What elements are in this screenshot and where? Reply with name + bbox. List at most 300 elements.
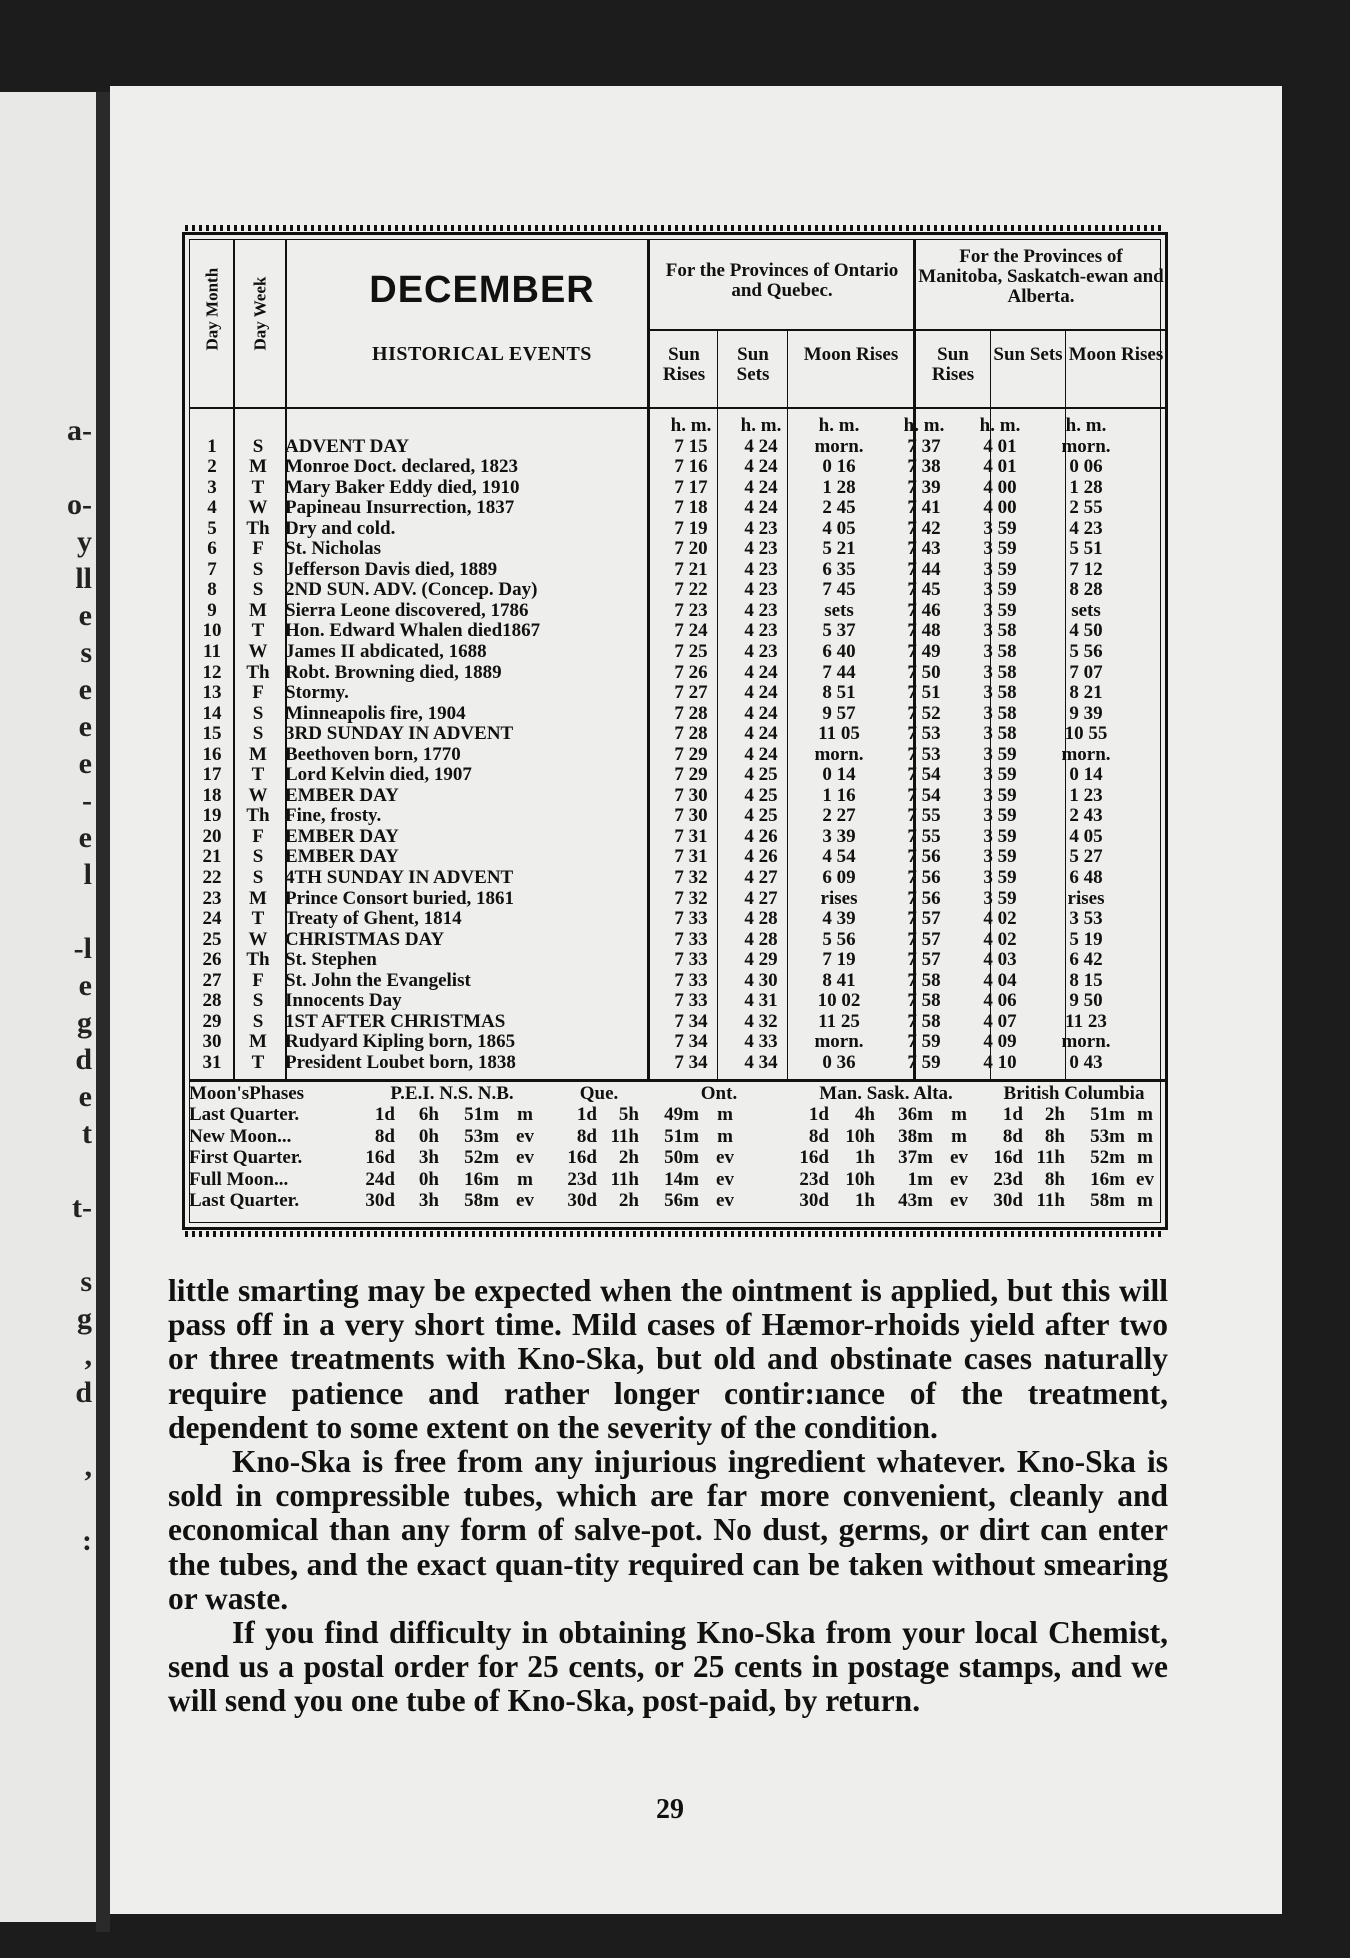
calendar-row (189, 806, 1161, 827)
phases-header: Moon'sPhases (189, 1083, 305, 1104)
cell-x: 7 54 (907, 784, 941, 806)
cell-y: 3 59 (983, 867, 1017, 889)
cell-b: 4 24 (744, 723, 778, 745)
calendar-row (189, 950, 1161, 971)
cell-e: St. Stephen (285, 950, 377, 971)
cell-a: 7 22 (674, 579, 708, 601)
phase-cell-m1: 23d (799, 1168, 829, 1190)
cell-x: 7 53 (907, 743, 941, 765)
phase-cell-b3: 53m (1090, 1125, 1125, 1147)
cell-a: 7 33 (674, 908, 708, 930)
phase-cell-m4: m (951, 1104, 967, 1126)
phase-cell-q3: 49m (664, 1104, 699, 1126)
phase-cell-m3: 1m (907, 1168, 933, 1190)
cell-x: 7 48 (907, 620, 941, 642)
cell-e: Monroe Doct. declared, 1823 (285, 457, 519, 478)
left-page-glyph: d (75, 1376, 92, 1409)
calendar-row (189, 519, 1161, 540)
cell-b: 4 24 (744, 743, 778, 765)
cell-a: 7 23 (674, 599, 708, 621)
calendar-row (189, 621, 1161, 642)
cell-b: 4 34 (744, 1051, 778, 1073)
cell-e: 3RD SUNDAY IN ADVENT (285, 724, 514, 745)
cell-d: 27 (202, 969, 222, 991)
calendar-row (189, 663, 1161, 684)
phases-header: Que. (579, 1083, 619, 1104)
cell-z: 8 15 (1069, 969, 1103, 991)
phases-header: Ont. (700, 1083, 738, 1104)
phase-cell-q1: 8d (576, 1125, 597, 1147)
cell-w: S (252, 702, 264, 724)
paragraph: little smarting may be expected when the ointment is applied, but this will pass off in a very short time. Mild cases of Hæmor-rhoids yield after two or three treatments with Kno-Ska, but old and obstinate cases naturally require patience and rather longer contir:ıance of the treatment, dependent to some extent on the severity of the condition. (168, 1273, 1168, 1445)
region-west-header: For the Provinces of Manitoba, Saskatch-ewan and Alberta. (918, 246, 1164, 307)
phase-cell-m1: 16d (799, 1147, 829, 1169)
cell-w: W (248, 784, 268, 806)
cell-a: 7 27 (674, 682, 708, 704)
cell-z: 2 43 (1069, 805, 1103, 827)
cell-e: Jefferson Davis died, 1889 (285, 559, 498, 580)
cell-w: T (251, 1051, 265, 1073)
cell-w: T (251, 620, 265, 642)
phase-cell-q2: 11h (610, 1168, 639, 1190)
cell-y: 4 02 (983, 928, 1017, 950)
cell-z: morn. (1061, 435, 1111, 457)
phase-cell-m3: 38m (898, 1125, 933, 1147)
cell-b: 4 23 (744, 538, 778, 560)
cell-c: 3 39 (822, 825, 856, 847)
cell-w: F (252, 825, 264, 847)
cell-e: Robt. Browning died, 1889 (285, 662, 502, 683)
phase-cell-b4: m (1137, 1147, 1153, 1169)
calendar-row (189, 560, 1161, 581)
phase-cell-m2: 4h (854, 1104, 875, 1126)
cell-d: 22 (202, 867, 222, 889)
cell-b: 4 33 (744, 1031, 778, 1053)
phase-row (189, 1169, 1161, 1190)
cell-w: T (251, 764, 265, 786)
cell-x: 7 57 (907, 949, 941, 971)
cell-d: 4 (207, 497, 217, 519)
cell-a: 7 33 (674, 969, 708, 991)
phase-cell-p1: 24d (365, 1168, 395, 1190)
calendar-row (189, 539, 1161, 560)
cell-d: 9 (207, 599, 217, 621)
cell-b: 4 27 (744, 867, 778, 889)
paragraph: Kno-Ska is free from any injurious ingredient whatever. Kno-Ska is sold in compressible tubes, which are far more convenient, cleanly and economical than any form of salve-pot. No dust, germs, or dirt can enter the tubes, and the exact quan-tity required can be taken without smearing or waste. (168, 1444, 1168, 1616)
cell-w: F (252, 538, 264, 560)
cell-c: 7 45 (822, 579, 856, 601)
cell-e: President Loubet born, 1838 (285, 1052, 516, 1073)
unit-label: h. m. (818, 415, 860, 436)
calendar-row (189, 889, 1161, 910)
page-number: 29 (656, 1794, 684, 1825)
cell-y: 3 59 (983, 825, 1017, 847)
cell-y: 3 59 (983, 784, 1017, 806)
cell-c: 8 41 (822, 969, 856, 991)
phase-cell-b3: 52m (1090, 1147, 1125, 1169)
cell-z: 3 53 (1069, 908, 1103, 930)
units-row (189, 416, 1161, 437)
left-page-glyph: e (78, 821, 92, 854)
phase-cell-b3: 16m (1090, 1168, 1125, 1190)
cell-a: 7 28 (674, 723, 708, 745)
calendar-row (189, 827, 1161, 848)
phases-header: British Columbia (1003, 1083, 1145, 1104)
cell-b: 4 25 (744, 764, 778, 786)
cell-e: Sierra Leone discovered, 1786 (285, 600, 529, 621)
phase-cell-b2: 8h (1044, 1168, 1065, 1190)
phase-cell-b2: 11h (1036, 1147, 1065, 1169)
cell-y: 3 58 (983, 682, 1017, 704)
cell-x: 7 59 (907, 1051, 941, 1073)
cell-e: James II abdicated, 1688 (285, 642, 487, 663)
cell-z: 6 48 (1069, 867, 1103, 889)
cell-b: 4 24 (744, 435, 778, 457)
left-page-glyph (62, 1559, 92, 1596)
cell-y: 3 58 (983, 641, 1017, 663)
cell-y: 3 59 (983, 846, 1017, 868)
cell-w: M (249, 1031, 267, 1053)
cell-b: 4 23 (744, 620, 778, 642)
left-page-glyph: e (78, 599, 92, 632)
moon-phases-table (189, 1083, 1161, 1211)
cell-d: 30 (202, 1031, 222, 1053)
cell-x: 7 57 (907, 908, 941, 930)
cell-b: 4 24 (744, 456, 778, 478)
left-page-glyph: e (78, 1080, 92, 1113)
calendar-row (189, 909, 1161, 930)
left-page-glyph: y (77, 525, 92, 558)
cell-z: 0 43 (1069, 1051, 1103, 1073)
cell-x: 7 45 (907, 579, 941, 601)
calendar-row (189, 437, 1161, 458)
cell-x: 7 54 (907, 764, 941, 786)
cell-d: 13 (202, 682, 222, 704)
cell-b: 4 26 (744, 825, 778, 847)
cell-c: 6 35 (822, 558, 856, 580)
calendar-row (189, 704, 1161, 725)
phase-cell-b2: 8h (1044, 1125, 1065, 1147)
col-sun-rises-east: Sun Rises (662, 344, 706, 385)
cell-d: 28 (202, 990, 222, 1012)
cell-z: morn. (1061, 1031, 1111, 1053)
phase-cell-p4: ev (516, 1189, 534, 1211)
cell-y: 3 58 (983, 620, 1017, 642)
cell-b: 4 24 (744, 661, 778, 683)
cell-x: 7 37 (907, 435, 941, 457)
calendar-row (189, 580, 1161, 601)
cell-y: 4 04 (983, 969, 1017, 991)
cell-b: 4 28 (744, 928, 778, 950)
cell-w: M (249, 599, 267, 621)
calendar-row (189, 745, 1161, 766)
cell-z: 5 56 (1069, 641, 1103, 663)
left-page-glyph (62, 1152, 92, 1189)
cell-b: 4 24 (744, 497, 778, 519)
phase-cell-m2: 1h (854, 1189, 875, 1211)
cell-c: 11 05 (818, 723, 860, 745)
cell-c: morn. (814, 743, 864, 765)
cell-a: 7 19 (674, 517, 708, 539)
left-page-glyph (62, 1485, 92, 1522)
calendar-row (189, 991, 1161, 1012)
left-page-glyph: : (82, 1524, 92, 1557)
cell-e: Innocents Day (285, 991, 402, 1012)
cell-x: 7 42 (907, 517, 941, 539)
cell-c: 4 39 (822, 908, 856, 930)
cell-a: 7 29 (674, 764, 708, 786)
cell-d: 16 (202, 743, 222, 765)
calendar-row (189, 683, 1161, 704)
almanac-table (182, 232, 1168, 1230)
cell-x: 7 56 (907, 887, 941, 909)
cell-w: S (252, 723, 264, 745)
cell-a: 7 17 (674, 476, 708, 498)
cell-w: Th (246, 805, 270, 827)
cell-d: 17 (202, 764, 222, 786)
phase-cell-q2: 5h (618, 1104, 639, 1126)
cell-z: 2 55 (1069, 497, 1103, 519)
left-page-glyph: e (78, 969, 92, 1002)
cell-y: 3 59 (983, 517, 1017, 539)
phase-cell-q4: m (717, 1104, 733, 1126)
calendar-row (189, 601, 1161, 622)
cell-y: 4 03 (983, 949, 1017, 971)
cell-y: 3 59 (983, 558, 1017, 580)
phase-cell-q3: 14m (664, 1168, 699, 1190)
phase-cell-p4: m (517, 1104, 533, 1126)
phase-cell-b1: 1d (1002, 1104, 1023, 1126)
cell-y: 3 59 (983, 538, 1017, 560)
phase-cell-b4: m (1137, 1104, 1153, 1126)
cell-e: Rudyard Kipling born, 1865 (285, 1032, 516, 1053)
cell-c: 5 21 (822, 538, 856, 560)
cell-e: 4TH SUNDAY IN ADVENT (285, 868, 514, 889)
cell-w: S (252, 1010, 264, 1032)
phase-row (189, 1147, 1161, 1168)
left-page-glyph: o- (67, 488, 92, 521)
phase-cell-p1: 16d (365, 1147, 395, 1169)
cell-c: 5 37 (822, 620, 856, 642)
cell-w: W (248, 928, 268, 950)
cell-c: 2 45 (822, 497, 856, 519)
book-spine (96, 92, 110, 1932)
cell-z: 4 23 (1069, 517, 1103, 539)
phase-cell-b2: 11h (1036, 1189, 1065, 1211)
phase-cell-m2: 1h (854, 1147, 875, 1169)
left-page-glyph (62, 449, 92, 486)
cell-b: 4 23 (744, 641, 778, 663)
cell-z: 6 42 (1069, 949, 1103, 971)
cell-a: 7 26 (674, 661, 708, 683)
cell-c: morn. (814, 435, 864, 457)
cell-b: 4 27 (744, 887, 778, 909)
cell-c: 7 19 (822, 949, 856, 971)
phase-cell-p2: 6h (418, 1104, 439, 1126)
cell-a: 7 20 (674, 538, 708, 560)
historical-events-header: HISTORICAL EVENTS (372, 343, 592, 365)
top-wavy-border (185, 225, 1165, 231)
cell-d: 15 (202, 723, 222, 745)
cell-y: 4 06 (983, 990, 1017, 1012)
left-page-glyph: - (82, 784, 92, 817)
cell-c: 0 16 (822, 456, 856, 478)
phase-cell-p3: 52m (464, 1147, 499, 1169)
cell-a: 7 32 (674, 867, 708, 889)
cell-c: sets (824, 599, 854, 621)
cell-e: 2ND SUN. ADV. (Concep. Day) (285, 580, 538, 601)
cell-x: 7 57 (907, 928, 941, 950)
cell-c: 1 28 (822, 476, 856, 498)
cell-d: 12 (202, 661, 222, 683)
cell-a: 7 16 (674, 456, 708, 478)
cell-z: 4 05 (1069, 825, 1103, 847)
phase-cell-b3: 58m (1090, 1189, 1125, 1211)
cell-e: Minneapolis fire, 1904 (285, 703, 466, 724)
phase-cell-m3: 43m (898, 1189, 933, 1211)
cell-a: 7 31 (674, 825, 708, 847)
phase-cell-p4: ev (516, 1125, 534, 1147)
cell-b: 4 25 (744, 805, 778, 827)
cell-x: 7 44 (907, 558, 941, 580)
cell-z: 10 55 (1064, 723, 1108, 745)
phase-cell-p3: 16m (464, 1168, 499, 1190)
calendar-row (189, 478, 1161, 499)
cell-c: 1 16 (822, 784, 856, 806)
left-page-glyph: , (84, 1450, 92, 1483)
cell-e: St. John the Evangelist (285, 970, 471, 991)
cell-d: 21 (202, 846, 222, 868)
calendar-row (189, 1032, 1161, 1053)
cell-d: 29 (202, 1010, 222, 1032)
cell-b: 4 30 (744, 969, 778, 991)
cell-z: 4 50 (1069, 620, 1103, 642)
cell-a: 7 21 (674, 558, 708, 580)
cell-y: 4 02 (983, 908, 1017, 930)
unit-label: h. m. (903, 415, 945, 436)
cell-a: 7 33 (674, 949, 708, 971)
cell-c: 0 14 (822, 764, 856, 786)
left-page-glyph: ll (75, 562, 92, 595)
cell-e: Stormy. (285, 683, 349, 704)
cell-b: 4 23 (744, 599, 778, 621)
phases-header: Man. Sask. Alta. (819, 1083, 953, 1104)
left-page-glyph (62, 893, 92, 930)
cell-w: Th (246, 661, 270, 683)
cell-x: 7 58 (907, 969, 941, 991)
cell-d: 14 (202, 702, 222, 724)
cell-b: 4 23 (744, 558, 778, 580)
cell-z: 5 51 (1069, 538, 1103, 560)
phase-cell-p2: 3h (418, 1147, 439, 1169)
cell-y: 4 01 (983, 435, 1017, 457)
cell-e: St. Nicholas (285, 539, 382, 560)
cell-w: Th (246, 949, 270, 971)
phase-cell-b1: 23d (993, 1168, 1023, 1190)
col-sun-rises-west: Sun Rises (931, 344, 975, 385)
calendar-row (189, 786, 1161, 807)
phase-cell-b1: 16d (993, 1147, 1023, 1169)
region-east-header: For the Provinces of Ontario and Quebec. (665, 260, 899, 301)
cell-z: 1 23 (1069, 784, 1103, 806)
cell-d: 19 (202, 805, 222, 827)
calendar-row (189, 498, 1161, 519)
cell-w: M (249, 456, 267, 478)
cell-c: morn. (814, 1031, 864, 1053)
phase-cell-p3: 53m (464, 1125, 499, 1147)
cell-x: 7 59 (907, 1031, 941, 1053)
cell-z: sets (1071, 599, 1101, 621)
phase-cell-m4: ev (950, 1168, 968, 1190)
cell-y: 4 09 (983, 1031, 1017, 1053)
paragraph: If you find difficulty in obtaining Kno-Ska from your local Chemist, send us a postal order for 25 cents, or 25 cents in postage stamps, and we will send you one tube of Kno-Ska, post-paid, by return. (168, 1615, 1168, 1719)
header-underline (189, 407, 1165, 409)
cell-c: 4 05 (822, 517, 856, 539)
phase-cell-m3: 37m (898, 1147, 933, 1169)
cell-y: 3 59 (983, 579, 1017, 601)
phase-cell-b4: ev (1136, 1168, 1154, 1190)
phase-cell-q3: 50m (664, 1147, 699, 1169)
phase-cell-m1: 1d (808, 1104, 829, 1126)
cell-d: 8 (207, 579, 217, 601)
cell-b: 4 24 (744, 476, 778, 498)
cell-z: 0 06 (1069, 456, 1103, 478)
phases-top-line (189, 1079, 1165, 1082)
cell-z: 7 07 (1069, 661, 1103, 683)
cell-y: 3 59 (983, 805, 1017, 827)
phase-cell-phase: New Moon... (189, 1125, 292, 1147)
col-sun-sets-east: Sun Sets (736, 344, 770, 385)
cell-d: 25 (202, 928, 222, 950)
left-page-glyph: t (82, 1117, 92, 1150)
cell-a: 7 33 (674, 928, 708, 950)
cell-w: W (248, 497, 268, 519)
left-page-glyph (62, 1226, 92, 1263)
phase-cell-b1: 30d (993, 1189, 1023, 1211)
cell-x: 7 46 (907, 599, 941, 621)
region-underline (647, 329, 1167, 331)
phase-cell-m4: ev (950, 1147, 968, 1169)
cell-x: 7 43 (907, 538, 941, 560)
cell-b: 4 23 (744, 517, 778, 539)
cell-a: 7 28 (674, 702, 708, 724)
phase-cell-b2: 2h (1044, 1104, 1065, 1126)
cell-y: 3 58 (983, 702, 1017, 724)
left-page-glyph: -l (73, 932, 92, 965)
phase-row (189, 1104, 1161, 1125)
cell-e: Beethoven born, 1770 (285, 744, 461, 765)
calendar-row (189, 930, 1161, 951)
cell-d: 31 (202, 1051, 222, 1073)
calendar-row (189, 642, 1161, 663)
phase-cell-p4: ev (516, 1147, 534, 1169)
phase-cell-m2: 10h (845, 1125, 875, 1147)
cell-z: 5 19 (1069, 928, 1103, 950)
phase-cell-m2: 10h (845, 1168, 875, 1190)
cell-x: 7 49 (907, 641, 941, 663)
bottom-wavy-border (185, 1231, 1165, 1237)
cell-d: 24 (202, 908, 222, 930)
cell-x: 7 51 (907, 682, 941, 704)
left-page-glyph: g (77, 1302, 92, 1335)
phase-cell-m4: m (951, 1125, 967, 1147)
month-title: DECEMBER (369, 269, 595, 311)
unit-label: h. m. (740, 415, 782, 436)
cell-y: 4 00 (983, 497, 1017, 519)
calendar-row (189, 1012, 1161, 1033)
cell-c: 11 25 (818, 1010, 860, 1032)
cell-x: 7 53 (907, 723, 941, 745)
